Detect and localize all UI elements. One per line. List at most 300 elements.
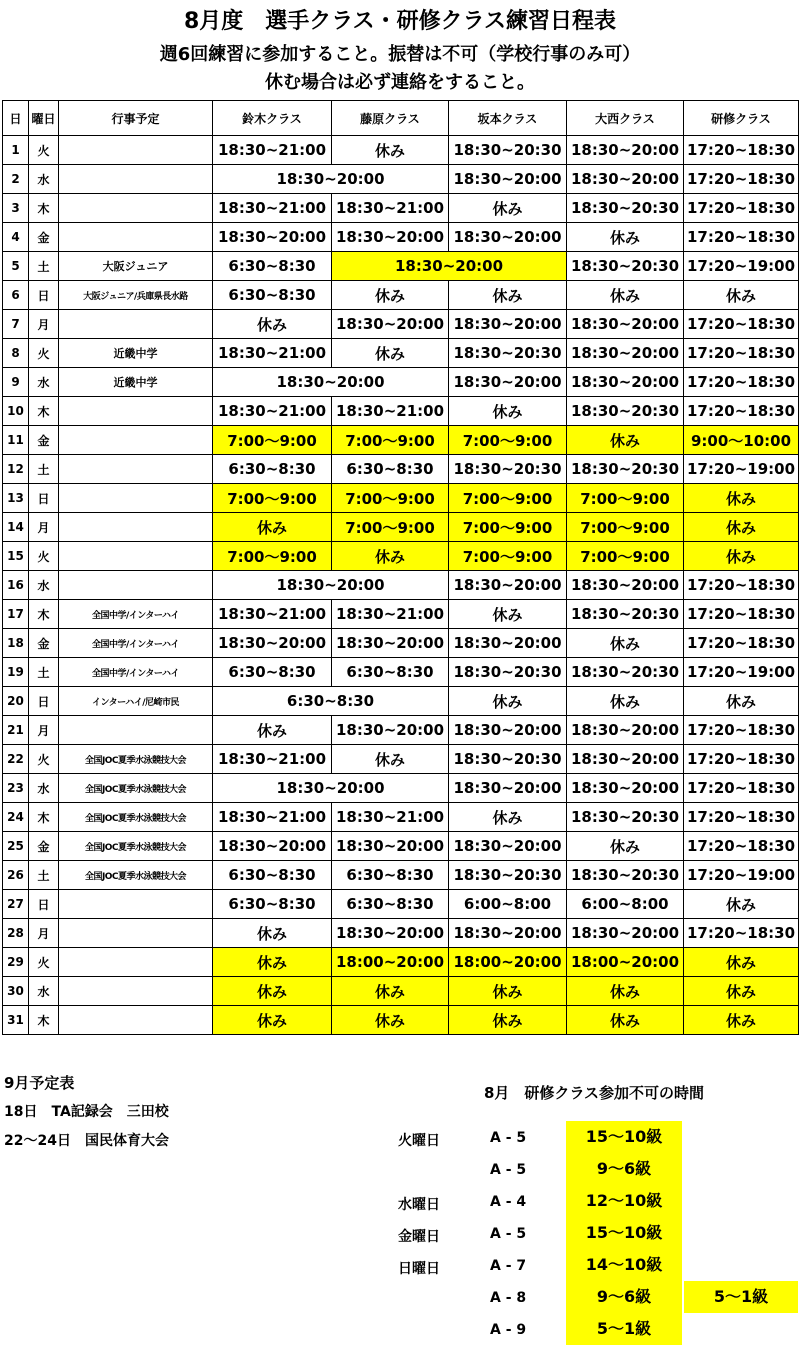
- day-number: 16: [3, 571, 29, 600]
- time-cell-onishi: 7:00～9:00: [567, 513, 684, 542]
- event-cell: [59, 136, 213, 165]
- restriction-group: A - 8: [490, 1290, 527, 1306]
- time-cell-suzuki: 18:30~20:00: [213, 629, 332, 658]
- day-number: 4: [3, 223, 29, 252]
- time-cell-kenshu: 17:20~18:30: [684, 832, 799, 861]
- schedule-row: [3, 368, 799, 397]
- time-cell-fujiwara: 18:30~21:00: [332, 803, 449, 832]
- weekday: 水: [29, 165, 59, 194]
- restriction-grade-extra: 5～1級: [684, 1281, 798, 1313]
- weekday: 火: [29, 542, 59, 571]
- time-cell-kenshu: 17:20~18:30: [684, 136, 799, 165]
- col-header-suzuki: 鈴木クラス: [213, 101, 332, 136]
- day-number: 3: [3, 194, 29, 223]
- day-number: 8: [3, 339, 29, 368]
- restriction-day-fri: 金曜日: [398, 1229, 440, 1245]
- schedule-row: [3, 919, 799, 948]
- time-cell-onishi: 休み: [567, 687, 684, 716]
- event-cell: [59, 194, 213, 223]
- restriction-group: A - 9: [490, 1322, 527, 1338]
- time-cell-fujiwara: 18:30~21:00: [332, 600, 449, 629]
- schedule-row: [3, 774, 799, 803]
- time-cell-kenshu: 休み: [684, 977, 799, 1006]
- schedule-row: [3, 745, 799, 774]
- schedule-row: [3, 513, 799, 542]
- schedule-row: [3, 310, 799, 339]
- time-cell-fujiwara: 6:30~8:30: [332, 861, 449, 890]
- time-cell-suzuki: 6:30~8:30: [213, 455, 332, 484]
- event-cell: 全国中学/インターハイ: [59, 658, 213, 687]
- time-cell-fujiwara: 18:30~21:00: [332, 194, 449, 223]
- weekday: 金: [29, 426, 59, 455]
- schedule-row: [3, 339, 799, 368]
- time-cell-suzuki: 6:30~8:30: [213, 861, 332, 890]
- weekday: 水: [29, 977, 59, 1006]
- time-cell-suzuki: 6:30~8:30: [213, 658, 332, 687]
- time-cell-suzuki: 休み: [213, 948, 332, 977]
- day-number: 9: [3, 368, 29, 397]
- time-cell-sakamoto: 18:30~20:00: [449, 368, 567, 397]
- time-cell-fujiwara: 18:30~20:00: [332, 310, 449, 339]
- time-cell-fujiwara: 7:00～9:00: [332, 426, 449, 455]
- event-cell: [59, 948, 213, 977]
- restriction-day-sun: 日曜日: [398, 1261, 440, 1277]
- event-cell: [59, 223, 213, 252]
- time-cell-suzuki: 7:00～9:00: [213, 426, 332, 455]
- schedule-row: [3, 426, 799, 455]
- schedule-row: [3, 803, 799, 832]
- weekday: 土: [29, 455, 59, 484]
- time-cell-onishi: 18:30~20:00: [567, 745, 684, 774]
- time-cell-onishi: 18:30~20:30: [567, 397, 684, 426]
- time-cell-sakamoto: 7:00～9:00: [449, 542, 567, 571]
- day-number: 21: [3, 716, 29, 745]
- schedule-row: [3, 658, 799, 687]
- time-cell-onishi: 7:00～9:00: [567, 484, 684, 513]
- schedule-row: [3, 977, 799, 1006]
- time-cell-kenshu: 17:20~18:30: [684, 368, 799, 397]
- time-cell-onishi: 18:30~20:30: [567, 861, 684, 890]
- day-number: 31: [3, 1006, 29, 1035]
- weekday: 水: [29, 571, 59, 600]
- schedule-row: [3, 861, 799, 890]
- schedule-table: [2, 100, 799, 1035]
- weekday: 月: [29, 310, 59, 339]
- day-number: 26: [3, 861, 29, 890]
- day-number: 18: [3, 629, 29, 658]
- weekday: 木: [29, 397, 59, 426]
- event-cell: 全国JOC夏季水泳競技大会: [59, 861, 213, 890]
- restriction-grade: 15～10級: [566, 1217, 682, 1249]
- time-cell-sakamoto: 休み: [449, 600, 567, 629]
- time-cell-sakamoto: 18:30~20:00: [449, 919, 567, 948]
- time-cell-sakamoto: 6:00~8:00: [449, 890, 567, 919]
- time-cell-sakamoto: 休み: [449, 803, 567, 832]
- time-cell-fujiwara: 休み: [332, 745, 449, 774]
- time-cell-kenshu: 17:20~18:30: [684, 919, 799, 948]
- time-cell-sakamoto: 18:30~20:30: [449, 339, 567, 368]
- event-cell: 全国JOC夏季水泳競技大会: [59, 774, 213, 803]
- time-cell-suzuki: 7:00～9:00: [213, 484, 332, 513]
- weekday: 月: [29, 513, 59, 542]
- event-cell: 大阪ジュニア/兵庫県長水路: [59, 281, 213, 310]
- time-cell-suzuki: 18:30~20:00: [213, 832, 332, 861]
- schedule-row: [3, 1006, 799, 1035]
- time-cell-kenshu: 17:20~19:00: [684, 455, 799, 484]
- event-cell: [59, 1006, 213, 1035]
- weekday: 木: [29, 194, 59, 223]
- event-cell: [59, 919, 213, 948]
- schedule-row: [3, 832, 799, 861]
- time-cell-onishi: 18:30~20:00: [567, 136, 684, 165]
- schedule-row: [3, 223, 799, 252]
- day-number: 30: [3, 977, 29, 1006]
- time-cell-sakamoto: 18:00~20:00: [449, 948, 567, 977]
- weekday: 水: [29, 774, 59, 803]
- schedule-row: [3, 600, 799, 629]
- col-header-fujiwara: 藤原クラス: [332, 101, 449, 136]
- event-cell: [59, 165, 213, 194]
- time-cell-sakamoto: 18:30~20:00: [449, 832, 567, 861]
- rule-line-1: 週6回練習に参加すること。振替は不可（学校行事のみ可）: [159, 44, 641, 65]
- schedule-row: [3, 687, 799, 716]
- time-cell-onishi: 18:00~20:00: [567, 948, 684, 977]
- time-cell-fujiwara: 18:00~20:00: [332, 948, 449, 977]
- event-cell: 全国JOC夏季水泳競技大会: [59, 803, 213, 832]
- time-cell-kenshu: 9:00～10:00: [684, 426, 799, 455]
- time-cell-kenshu: 休み: [684, 513, 799, 542]
- weekday: 日: [29, 890, 59, 919]
- time-cell-onishi: 休み: [567, 629, 684, 658]
- time-cell-onishi: 18:30~20:00: [567, 339, 684, 368]
- time-cell-suzuki: 18:30~20:00: [213, 368, 449, 397]
- weekday: 日: [29, 687, 59, 716]
- time-cell-suzuki: 休み: [213, 977, 332, 1006]
- restriction-day-wed: 水曜日: [398, 1197, 440, 1213]
- schedule-row: [3, 948, 799, 977]
- time-cell-fujiwara: 休み: [332, 281, 449, 310]
- time-cell-sakamoto: 18:30~20:30: [449, 136, 567, 165]
- rule-line-2: 休む場合は必ず連絡をすること。: [265, 72, 535, 93]
- september-item-2: 22～24日 国民体育大会: [4, 1133, 169, 1149]
- restriction-grade: 14～10級: [566, 1249, 682, 1281]
- time-cell-onishi: 18:30~20:30: [567, 455, 684, 484]
- time-cell-onishi: 休み: [567, 223, 684, 252]
- time-cell-fujiwara: 7:00～9:00: [332, 484, 449, 513]
- day-number: 11: [3, 426, 29, 455]
- time-cell-kenshu: 17:20~18:30: [684, 397, 799, 426]
- restriction-group: A - 7: [490, 1258, 527, 1274]
- schedule-row: [3, 397, 799, 426]
- schedule-row: [3, 252, 799, 281]
- time-cell-sakamoto: 休み: [449, 281, 567, 310]
- time-cell-kenshu: 休み: [684, 1006, 799, 1035]
- time-cell-kenshu: 17:20~18:30: [684, 745, 799, 774]
- time-cell-fujiwara: 18:30~20:00: [332, 223, 449, 252]
- day-number: 6: [3, 281, 29, 310]
- time-cell-sakamoto: 休み: [449, 687, 567, 716]
- schedule-row: [3, 571, 799, 600]
- event-cell: [59, 513, 213, 542]
- time-cell-kenshu: 17:20~18:30: [684, 774, 799, 803]
- time-cell-onishi: 18:30~20:30: [567, 252, 684, 281]
- time-cell-fujiwara: 6:30~8:30: [332, 455, 449, 484]
- time-cell-kenshu: 休み: [684, 687, 799, 716]
- weekday: 木: [29, 600, 59, 629]
- event-cell: [59, 426, 213, 455]
- september-title: 9月予定表: [4, 1074, 75, 1092]
- time-cell-onishi: 6:00~8:00: [567, 890, 684, 919]
- day-number: 5: [3, 252, 29, 281]
- day-number: 14: [3, 513, 29, 542]
- time-cell-sakamoto: 休み: [449, 1006, 567, 1035]
- day-number: 25: [3, 832, 29, 861]
- weekday: 火: [29, 136, 59, 165]
- time-cell-suzuki: 6:30~8:30: [213, 890, 332, 919]
- time-cell-suzuki: 18:30~21:00: [213, 136, 332, 165]
- day-number: 28: [3, 919, 29, 948]
- event-cell: 全国JOC夏季水泳競技大会: [59, 745, 213, 774]
- day-number: 10: [3, 397, 29, 426]
- restriction-grade: 9～6級: [566, 1281, 682, 1313]
- weekday: 日: [29, 281, 59, 310]
- time-cell-fujiwara: 18:30~20:00: [332, 252, 567, 281]
- day-number: 13: [3, 484, 29, 513]
- time-cell-suzuki: 6:30~8:30: [213, 687, 449, 716]
- time-cell-suzuki: 6:30~8:30: [213, 252, 332, 281]
- time-cell-fujiwara: 18:30~20:00: [332, 832, 449, 861]
- restriction-grade: 9～6級: [566, 1153, 682, 1185]
- event-cell: 全国中学/インターハイ: [59, 600, 213, 629]
- weekday: 火: [29, 339, 59, 368]
- time-cell-fujiwara: 18:30~20:00: [332, 629, 449, 658]
- restriction-grade: 12～10級: [566, 1185, 682, 1217]
- schedule-row: [3, 455, 799, 484]
- time-cell-kenshu: 休み: [684, 484, 799, 513]
- time-cell-fujiwara: 6:30~8:30: [332, 890, 449, 919]
- time-cell-suzuki: 18:30~21:00: [213, 339, 332, 368]
- col-header-events: 行事予定: [59, 101, 213, 136]
- time-cell-sakamoto: 18:30~20:00: [449, 629, 567, 658]
- event-cell: 全国中学/インターハイ: [59, 629, 213, 658]
- header-row: [3, 101, 799, 136]
- time-cell-sakamoto: 18:30~20:30: [449, 658, 567, 687]
- time-cell-suzuki: 18:30~21:00: [213, 600, 332, 629]
- event-cell: インターハイ/尼崎市民: [59, 687, 213, 716]
- time-cell-sakamoto: 18:30~20:00: [449, 716, 567, 745]
- time-cell-kenshu: 休み: [684, 281, 799, 310]
- day-number: 24: [3, 803, 29, 832]
- event-cell: [59, 977, 213, 1006]
- time-cell-suzuki: 18:30~20:00: [213, 571, 449, 600]
- time-cell-kenshu: 17:20~19:00: [684, 658, 799, 687]
- time-cell-onishi: 休み: [567, 832, 684, 861]
- time-cell-suzuki: 18:30~21:00: [213, 194, 332, 223]
- weekday: 金: [29, 223, 59, 252]
- time-cell-suzuki: 休み: [213, 310, 332, 339]
- time-cell-onishi: 休み: [567, 281, 684, 310]
- time-cell-kenshu: 17:20~18:30: [684, 339, 799, 368]
- weekday: 金: [29, 832, 59, 861]
- time-cell-suzuki: 18:30~20:00: [213, 223, 332, 252]
- time-cell-onishi: 7:00～9:00: [567, 542, 684, 571]
- time-cell-sakamoto: 18:30~20:00: [449, 165, 567, 194]
- weekday: 土: [29, 861, 59, 890]
- event-cell: [59, 484, 213, 513]
- day-number: 15: [3, 542, 29, 571]
- col-header-onishi: 大西クラス: [567, 101, 684, 136]
- event-cell: [59, 455, 213, 484]
- time-cell-kenshu: 17:20~18:30: [684, 571, 799, 600]
- weekday: 火: [29, 745, 59, 774]
- schedule-row: [3, 629, 799, 658]
- day-number: 29: [3, 948, 29, 977]
- event-cell: [59, 571, 213, 600]
- day-number: 23: [3, 774, 29, 803]
- september-item-1: 18日 TA記録会 三田校: [4, 1104, 169, 1120]
- event-cell: 近畿中学: [59, 339, 213, 368]
- time-cell-fujiwara: 休み: [332, 977, 449, 1006]
- time-cell-fujiwara: 18:30~20:00: [332, 919, 449, 948]
- time-cell-onishi: 18:30~20:30: [567, 803, 684, 832]
- time-cell-kenshu: 17:20~19:00: [684, 861, 799, 890]
- restriction-grade: 5～1級: [566, 1313, 682, 1345]
- time-cell-suzuki: 18:30~20:00: [213, 165, 449, 194]
- time-cell-kenshu: 17:20~18:30: [684, 165, 799, 194]
- weekday: 木: [29, 1006, 59, 1035]
- time-cell-onishi: 18:30~20:00: [567, 716, 684, 745]
- time-cell-suzuki: 18:30~21:00: [213, 397, 332, 426]
- time-cell-suzuki: 休み: [213, 513, 332, 542]
- weekday: 月: [29, 716, 59, 745]
- time-cell-onishi: 18:30~20:00: [567, 165, 684, 194]
- col-header-sakamoto: 坂本クラス: [449, 101, 567, 136]
- time-cell-kenshu: 17:20~18:30: [684, 310, 799, 339]
- time-cell-kenshu: 17:20~18:30: [684, 629, 799, 658]
- time-cell-suzuki: 18:30~20:00: [213, 774, 449, 803]
- schedule-row: [3, 542, 799, 571]
- time-cell-fujiwara: 休み: [332, 542, 449, 571]
- day-number: 20: [3, 687, 29, 716]
- time-cell-suzuki: 休み: [213, 716, 332, 745]
- col-header-kenshu: 研修クラス: [684, 101, 799, 136]
- time-cell-onishi: 18:30~20:00: [567, 919, 684, 948]
- time-cell-sakamoto: 7:00～9:00: [449, 513, 567, 542]
- time-cell-fujiwara: 休み: [332, 1006, 449, 1035]
- day-number: 2: [3, 165, 29, 194]
- event-cell: 近畿中学: [59, 368, 213, 397]
- time-cell-fujiwara: 7:00～9:00: [332, 513, 449, 542]
- time-cell-onishi: 18:30~20:30: [567, 658, 684, 687]
- weekday: 月: [29, 919, 59, 948]
- event-cell: [59, 890, 213, 919]
- time-cell-onishi: 休み: [567, 977, 684, 1006]
- time-cell-suzuki: 休み: [213, 1006, 332, 1035]
- time-cell-onishi: 18:30~20:30: [567, 600, 684, 629]
- time-cell-sakamoto: 18:30~20:30: [449, 745, 567, 774]
- time-cell-onishi: 18:30~20:00: [567, 368, 684, 397]
- restriction-group: A - 4: [490, 1194, 527, 1210]
- time-cell-onishi: 休み: [567, 426, 684, 455]
- time-cell-suzuki: 6:30~8:30: [213, 281, 332, 310]
- time-cell-suzuki: 休み: [213, 919, 332, 948]
- restriction-day-tue: 火曜日: [398, 1133, 440, 1149]
- schedule-row: [3, 890, 799, 919]
- time-cell-sakamoto: 18:30~20:00: [449, 571, 567, 600]
- time-cell-sakamoto: 休み: [449, 977, 567, 1006]
- time-cell-sakamoto: 7:00～9:00: [449, 484, 567, 513]
- schedule-row: [3, 281, 799, 310]
- weekday: 木: [29, 803, 59, 832]
- page-title: 8月度 選手クラス・研修クラス練習日程表: [184, 9, 616, 34]
- schedule-row: [3, 716, 799, 745]
- time-cell-fujiwara: 休み: [332, 339, 449, 368]
- day-number: 7: [3, 310, 29, 339]
- restriction-grade: 15～10級: [566, 1121, 682, 1153]
- weekday: 土: [29, 658, 59, 687]
- weekday: 火: [29, 948, 59, 977]
- event-cell: [59, 310, 213, 339]
- weekday: 水: [29, 368, 59, 397]
- time-cell-kenshu: 休み: [684, 542, 799, 571]
- time-cell-fujiwara: 18:30~21:00: [332, 397, 449, 426]
- day-number: 12: [3, 455, 29, 484]
- time-cell-sakamoto: 休み: [449, 397, 567, 426]
- col-header-day: 日: [3, 101, 29, 136]
- time-cell-suzuki: 18:30~21:00: [213, 803, 332, 832]
- time-cell-kenshu: 17:20~18:30: [684, 223, 799, 252]
- weekday: 日: [29, 484, 59, 513]
- restriction-title: 8月 研修クラス参加不可の時間: [484, 1084, 704, 1102]
- schedule-row: [3, 165, 799, 194]
- schedule-row: [3, 484, 799, 513]
- restriction-group: A - 5: [490, 1162, 527, 1178]
- time-cell-onishi: 18:30~20:00: [567, 571, 684, 600]
- time-cell-fujiwara: 休み: [332, 136, 449, 165]
- time-cell-kenshu: 17:20~19:00: [684, 252, 799, 281]
- day-number: 17: [3, 600, 29, 629]
- day-number: 19: [3, 658, 29, 687]
- event-cell: 大阪ジュニア: [59, 252, 213, 281]
- time-cell-onishi: 18:30~20:00: [567, 310, 684, 339]
- event-cell: [59, 542, 213, 571]
- restriction-group: A - 5: [490, 1130, 527, 1146]
- time-cell-sakamoto: 18:30~20:00: [449, 774, 567, 803]
- event-cell: [59, 397, 213, 426]
- time-cell-suzuki: 18:30~21:00: [213, 745, 332, 774]
- time-cell-onishi: 18:30~20:30: [567, 194, 684, 223]
- day-number: 22: [3, 745, 29, 774]
- time-cell-sakamoto: 18:30~20:30: [449, 455, 567, 484]
- time-cell-kenshu: 17:20~18:30: [684, 194, 799, 223]
- time-cell-sakamoto: 休み: [449, 194, 567, 223]
- time-cell-suzuki: 7:00～9:00: [213, 542, 332, 571]
- time-cell-sakamoto: 18:30~20:00: [449, 310, 567, 339]
- weekday: 金: [29, 629, 59, 658]
- weekday: 土: [29, 252, 59, 281]
- time-cell-kenshu: 17:20~18:30: [684, 716, 799, 745]
- time-cell-sakamoto: 18:30~20:30: [449, 861, 567, 890]
- time-cell-kenshu: 休み: [684, 890, 799, 919]
- time-cell-onishi: 18:30~20:00: [567, 774, 684, 803]
- time-cell-fujiwara: 6:30~8:30: [332, 658, 449, 687]
- day-number: 27: [3, 890, 29, 919]
- time-cell-kenshu: 17:20~18:30: [684, 803, 799, 832]
- event-cell: [59, 716, 213, 745]
- schedule-row: [3, 136, 799, 165]
- schedule-row: [3, 194, 799, 223]
- time-cell-sakamoto: 18:30~20:00: [449, 223, 567, 252]
